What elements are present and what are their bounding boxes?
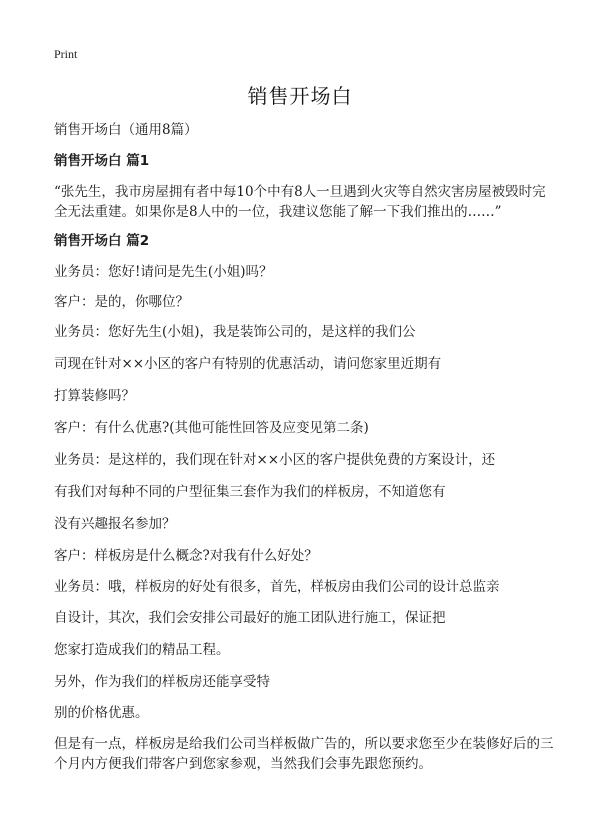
dialogue-line: 自设计，其次，我们会安排公司最好的施工团队进行施工，保证把	[54, 610, 446, 626]
section-heading-1: 销售开场白 篇1	[54, 153, 150, 169]
dialogue-line: 另外，作为我们的样板房还能享受特	[54, 674, 270, 690]
section-1-paragraph: “张先生，我市房屋拥有者中每10个中有8人一旦遇到火灾等自然灾害房屋被毁时完全无法重建。如果你是8人中的一位，我建议您能了解一下我们推出的……”	[54, 184, 546, 220]
dialogue-line: 业务员：您好!请问是先生(小姐)吗？	[54, 264, 273, 280]
dialogue-line: 司现在针对××小区的客户有特别的优惠活动，请问您家里近期有	[54, 356, 442, 372]
section-heading-2: 销售开场白 篇2	[54, 233, 150, 249]
dialogue-line: 客户：是的，你哪位？	[54, 294, 189, 310]
dialogue-line: 没有兴趣报名参加？	[54, 516, 176, 532]
dialogue-line: 别的价格优惠。	[54, 705, 149, 721]
dialogue-line: 有我们对每种不同的户型征集三套作为我们的样板房，不知道您有	[54, 484, 446, 500]
dialogue-paragraph: 但是有一点，样板房是给我们公司当样板做广告的，所以要求您至少在装修好后的三个月内方便我们带客户到您家参观，当然我们会事先跟您预约。	[54, 736, 554, 772]
dialogue-line: 业务员：您好先生(小姐)，我是装饰公司的，是这样的我们公	[54, 324, 416, 340]
document-title: 销售开场白	[247, 84, 353, 108]
dialogue-line: 客户：样板房是什么概念?对我有什么好处？	[54, 548, 318, 564]
document-subtitle: 销售开场白（通用8篇）	[54, 122, 198, 138]
print-link[interactable]: Print	[54, 47, 78, 61]
dialogue-line: 客户：有什么优惠?(其他可能性回答及应变见第二条)	[54, 420, 369, 436]
dialogue-line: 业务员：是这样的，我们现在针对××小区的客户提供免费的方案设计，还	[54, 452, 496, 468]
dialogue-line: 您家打造成我们的精品工程。	[54, 642, 230, 658]
dialogue-line: 打算装修吗？	[54, 388, 135, 404]
dialogue-line: 业务员：哦，样板房的好处有很多，首先，样板房由我们公司的设计总监亲	[54, 579, 500, 595]
